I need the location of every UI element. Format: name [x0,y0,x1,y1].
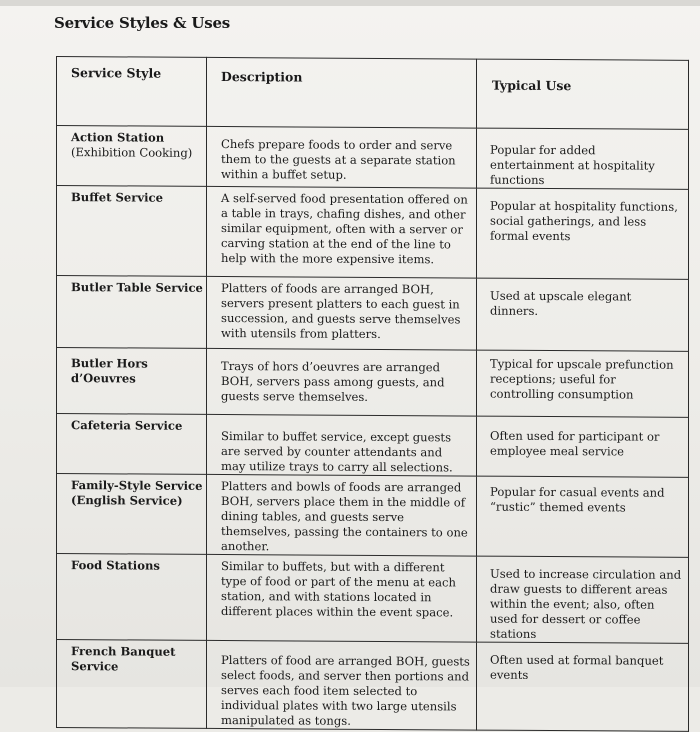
table-row [57,276,689,352]
service-styles-table [56,56,689,732]
service-name-sub: (Exhibition Cooking) [71,145,193,160]
row-service-style: Cafeteria Service [57,414,207,475]
row-typical-use: Often used at formal banquet events [477,642,689,731]
row-description: Chefs prepare foods to order and serve them to the guests at a separate station within a buffet setup. [207,126,477,188]
table-row [57,186,689,280]
page-title: Service Styles & Uses [54,14,231,32]
row-typical-use: Often used for participant or employee meal service [477,416,689,477]
top-edge [0,0,700,6]
header-description: Description [207,57,477,128]
table-header-row [57,57,689,130]
table-row [57,640,689,732]
row-typical-use: Popular at hospitality functions, social gatherings, and less formal events [477,188,689,279]
row-typical-use: Popular for added entertainment at hospitality functions [477,128,689,189]
row-description: Similar to buffets, but with a different type of food or part of the menu at each station, and with stations located in different places within the event space. [207,554,477,642]
row-service-style: Family-Style Service (English Service) [57,474,207,555]
row-typical-use: Typical for upscale prefunction receptions; useful for controlling consumption [477,350,689,417]
row-service-style: Butler Table Service [57,276,207,349]
table-row [57,348,689,418]
row-description: A self-served food presentation offered on a table in trays, chafing dishes, and other similar equipment, often with a server or carving station at the end of the line to help with the more expensive items. [207,186,477,278]
table-row [57,554,689,644]
row-typical-use: Popular for casual events and “rustic” themed events [477,476,689,557]
service-name: Action Station [71,130,165,145]
row-service-style: Buffet Service [57,186,207,277]
row-description: Platters and bowls of foods are arranged BOH, servers place them in the middle of dining tables, and guests serve themselves, passing the containers to one another. [207,474,477,556]
row-service-style: Food Stations [57,554,207,641]
table-row [57,126,689,190]
row-description: Platters of food are arranged BOH, guests select foods, and server then portions and serves each food item selected to individual plates with two large utensils manipulated as tongs. [207,640,477,730]
header-service-style: Service Style [57,57,207,127]
row-description: Trays of hors d’oeuvres are arranged BOH, servers pass among guests, and guests serve themselves. [207,348,477,416]
row-typical-use: Used to increase circulation and draw guests to different areas within the event; also, often used for dessert or coffee stations [477,556,689,643]
row-typical-use: Used at upscale elegant dinners. [477,278,689,351]
header-typical-use: Typical Use [477,59,689,129]
row-service-style [57,126,207,187]
row-service-style: French Banquet Service [57,640,207,729]
row-service-style: Butler Hors d’Oeuvres [57,348,207,415]
table-row [57,474,689,558]
row-description: Platters of foods are arranged BOH, servers present platters to each guest in succession, and guests serve themselves with utensils from platters. [207,276,477,350]
row-description: Similar to buffet service, except guests are served by counter attendants and may utilize trays to carry all selections. [207,414,477,476]
table-row [57,414,689,478]
